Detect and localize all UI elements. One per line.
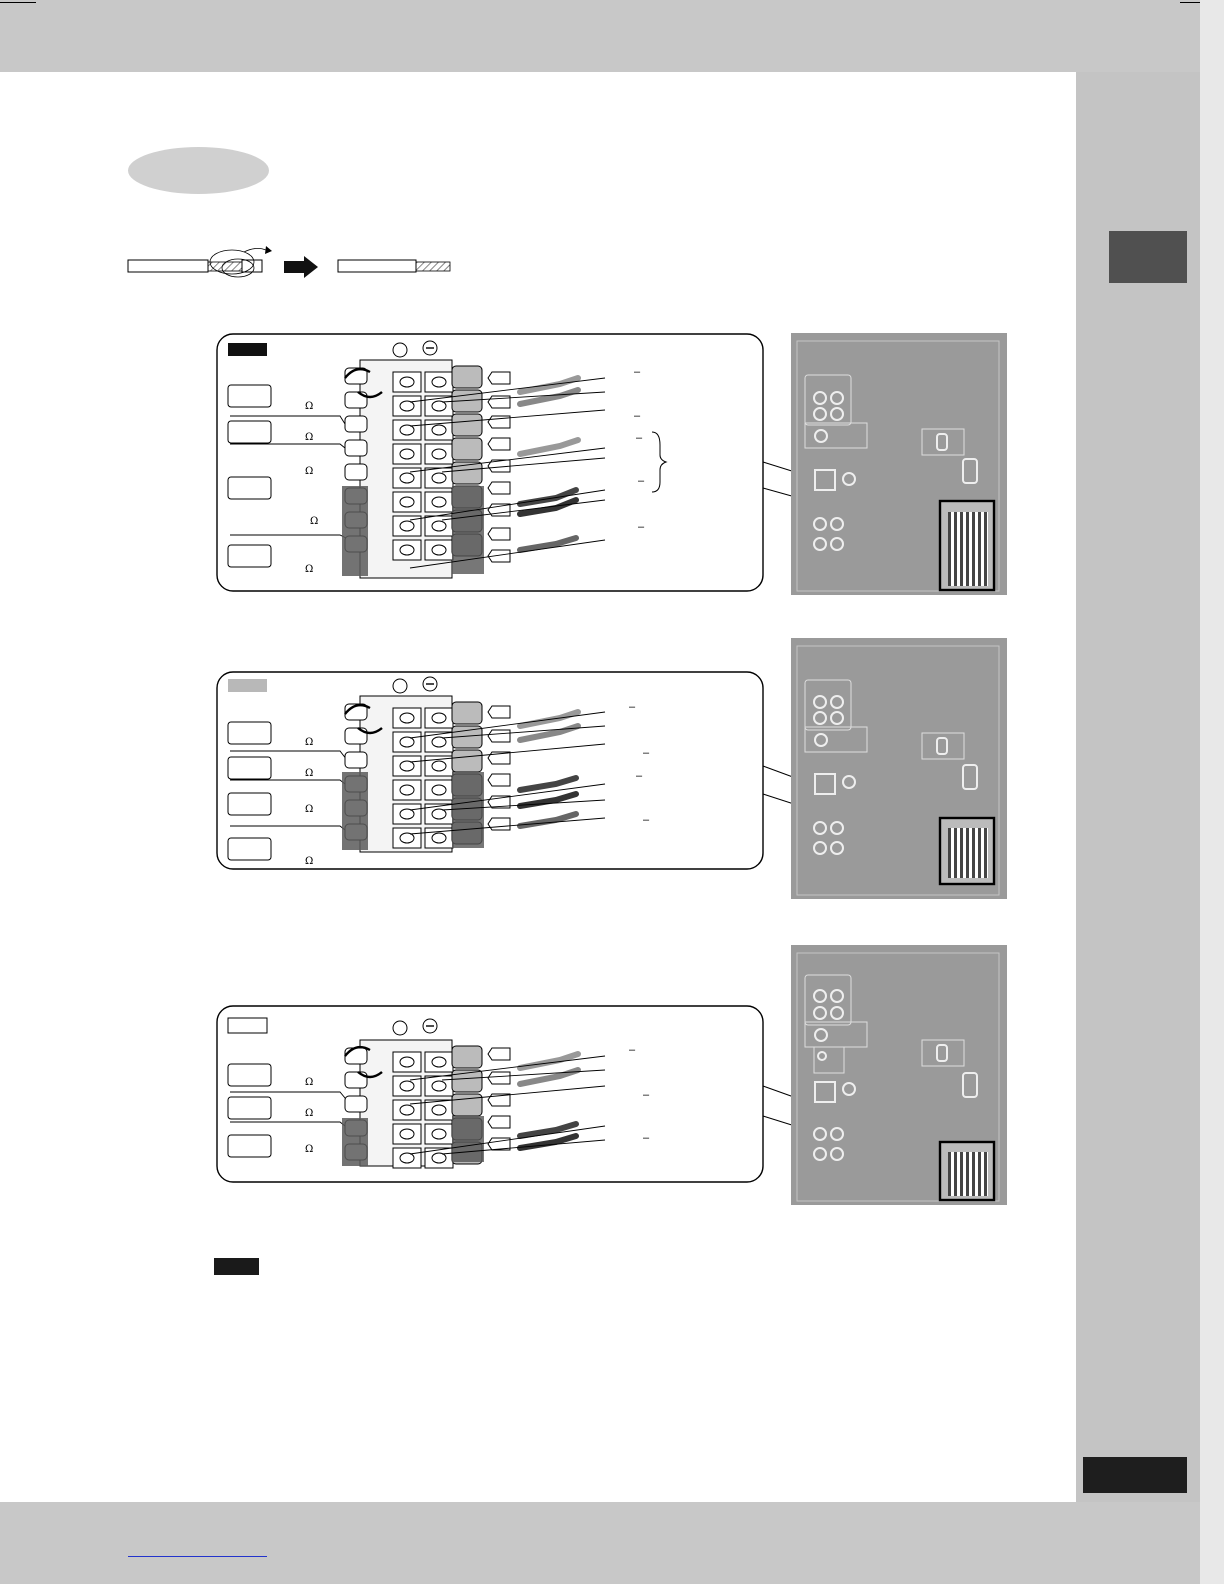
minus-mark: –: [634, 410, 641, 422]
minus-mark: –: [643, 1132, 650, 1144]
ohm-label: Ω: [305, 737, 314, 748]
minus-mark: –: [636, 770, 643, 782]
ohm-label: Ω: [305, 768, 314, 779]
ohm-label: Ω: [305, 466, 314, 477]
minus-mark: –: [638, 521, 645, 533]
minus-mark: –: [638, 475, 645, 487]
minus-mark: –: [629, 701, 636, 713]
rear-panel-1: [791, 333, 1007, 595]
rear-panel-3: [791, 945, 1007, 1205]
minus-mark: –: [643, 1089, 650, 1101]
minus-mark: –: [643, 747, 650, 759]
ohm-label: Ω: [305, 856, 314, 867]
ohm-label: Ω: [305, 804, 314, 815]
arrow-right-icon: [284, 256, 318, 278]
minus-mark: –: [636, 432, 643, 444]
ohm-label: Ω: [310, 516, 319, 527]
ohm-label: Ω: [305, 564, 314, 575]
ohm-label: Ω: [305, 1077, 314, 1088]
ohm-label: Ω: [305, 401, 314, 412]
wire-strip-diagram: [128, 246, 450, 278]
rear-panel-2: [791, 638, 1007, 899]
ohm-label: Ω: [305, 1144, 314, 1155]
ohm-label: Ω: [305, 432, 314, 443]
ohm-label: Ω: [305, 1108, 314, 1119]
minus-mark: –: [643, 814, 650, 826]
minus-mark: –: [634, 366, 641, 378]
minus-mark: –: [629, 1044, 636, 1056]
